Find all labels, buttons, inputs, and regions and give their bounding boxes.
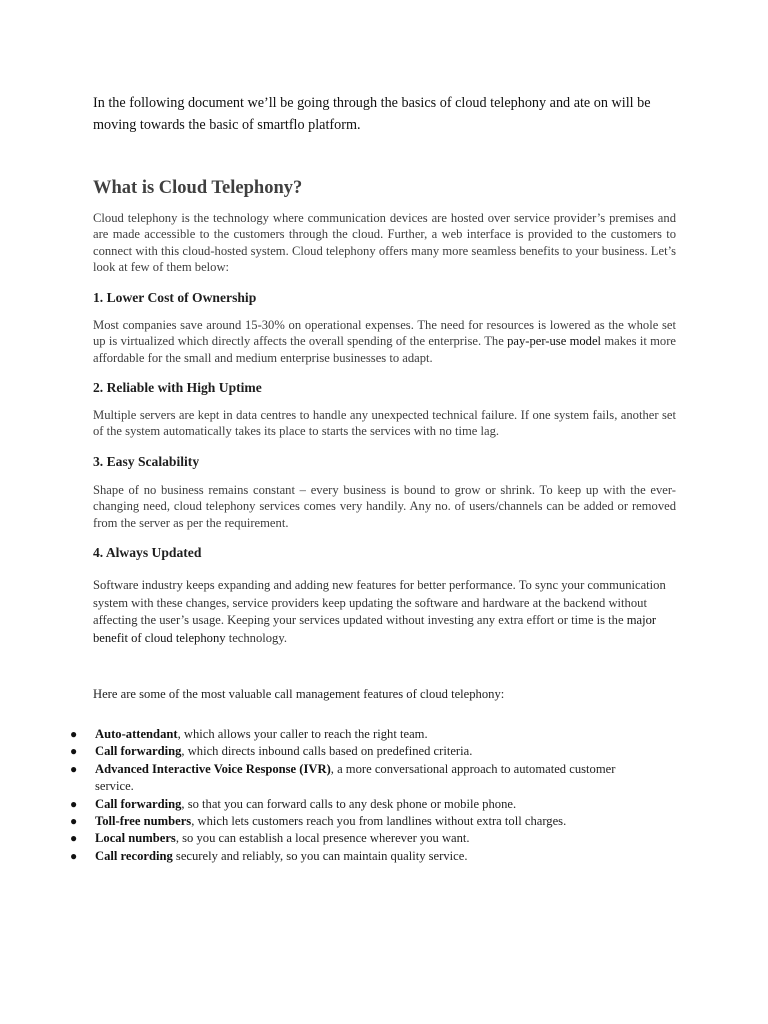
features-lead: Here are some of the most valuable call management features of cloud telephony:	[93, 687, 505, 701]
section-body-updated-text-1: Software industry keeps expanding and adding new features for better performance. To sync your communication system with these changes, service providers keep updating the software and hardware at the backend without affecting the user’s usage. Keeping your services updated without investing any extra effort or time is the	[93, 578, 666, 628]
feature-term: Local numbers	[95, 831, 176, 846]
intro-paragraph: In the following document we’ll be going through the basics of cloud telephony and ate on will be moving towards the basic of smartflo platform.	[93, 95, 651, 133]
section-title-scalability: 3. Easy Scalability	[93, 454, 200, 469]
section-body-scalability: Shape of no business remains constant – every business is bound to grow or shrink. To keep up with the ever-changing need, cloud telephony services comes very handily. Any no. of users/channels can be added or removed from the server as per the requirement.	[93, 483, 676, 530]
feature-desc: securely and reliably, so you can maintain quality service.	[172, 848, 468, 863]
features-list	[70, 726, 650, 865]
feature-term: Advanced Interactive Voice Response (IVR)	[95, 761, 331, 776]
list-item	[70, 761, 650, 796]
feature-desc: , which lets customers reach you from landlines without extra toll charges.	[191, 814, 567, 829]
list-item	[70, 848, 650, 865]
feature-term: Call forwarding	[95, 744, 182, 759]
feature-term: Call recording	[95, 848, 173, 863]
bullet-icon: ●	[70, 761, 78, 776]
bullet-icon: ●	[70, 727, 78, 741]
bullet-icon: ●	[70, 796, 78, 811]
bullet-icon: ●	[70, 848, 78, 863]
feature-desc: , so you can establish a local presence wherever you want.	[175, 831, 470, 846]
feature-desc: , a more conversational approach to automated customer service.	[95, 761, 616, 794]
feature-desc: , which allows your caller to reach the right team.	[177, 727, 428, 741]
section-body-updated-text-2: technology.	[225, 630, 287, 645]
list-item	[70, 743, 650, 760]
overview-paragraph: Cloud telephony is the technology where communication devices are hosted over service provider’s premises and are made accessible to the customers through the cloud. Further, a web interface is provided to the customers to connect with this cloud-hosted system. Cloud telephony offers many more seamless benefits to your business. Let’s look at few of them below:	[93, 211, 676, 274]
section-title-uptime: 2. Reliable with High Uptime	[93, 380, 262, 395]
bullet-icon: ●	[70, 814, 78, 829]
feature-term: Auto-attendant	[95, 727, 178, 741]
bullet-icon: ●	[70, 831, 78, 846]
pay-per-use-emphasis: pay-per-use model	[507, 334, 602, 349]
section-body-uptime: Multiple servers are kept in data centres to handle any unexpected technical failure. If one system fails, another set of the system automatically takes its place to starts the services with no time lag.	[93, 408, 676, 439]
section-title-updated: 4. Always Updated	[93, 545, 202, 560]
list-item	[70, 830, 650, 847]
page-title: What is Cloud Telephony?	[93, 178, 303, 198]
feature-desc: , which directs inbound calls based on predefined criteria.	[181, 744, 473, 759]
list-item	[70, 726, 650, 743]
bullet-icon: ●	[70, 744, 78, 759]
list-item	[70, 796, 650, 813]
feature-term: Toll-free numbers	[95, 814, 192, 829]
feature-desc: , so that you can forward calls to any desk phone or mobile phone.	[181, 796, 517, 811]
major-benefit-emphasis: major benefit of cloud telephony	[93, 613, 657, 645]
section-body-cost	[93, 317, 676, 366]
section-body-cost-text-2: makes it more affordable for the small and medium enterprise businesses to adapt.	[93, 334, 676, 365]
list-item	[70, 813, 650, 830]
feature-term: Call forwarding	[95, 796, 182, 811]
section-body-cost-text-1: Most companies save around 15-30% on operational expenses. The need for resources is lowered as the whole set up is virtualized which directly affects the overall spending of the enterprise. The	[93, 318, 676, 349]
section-title-cost: 1. Lower Cost of Ownership	[93, 290, 257, 305]
section-body-updated	[93, 577, 673, 647]
